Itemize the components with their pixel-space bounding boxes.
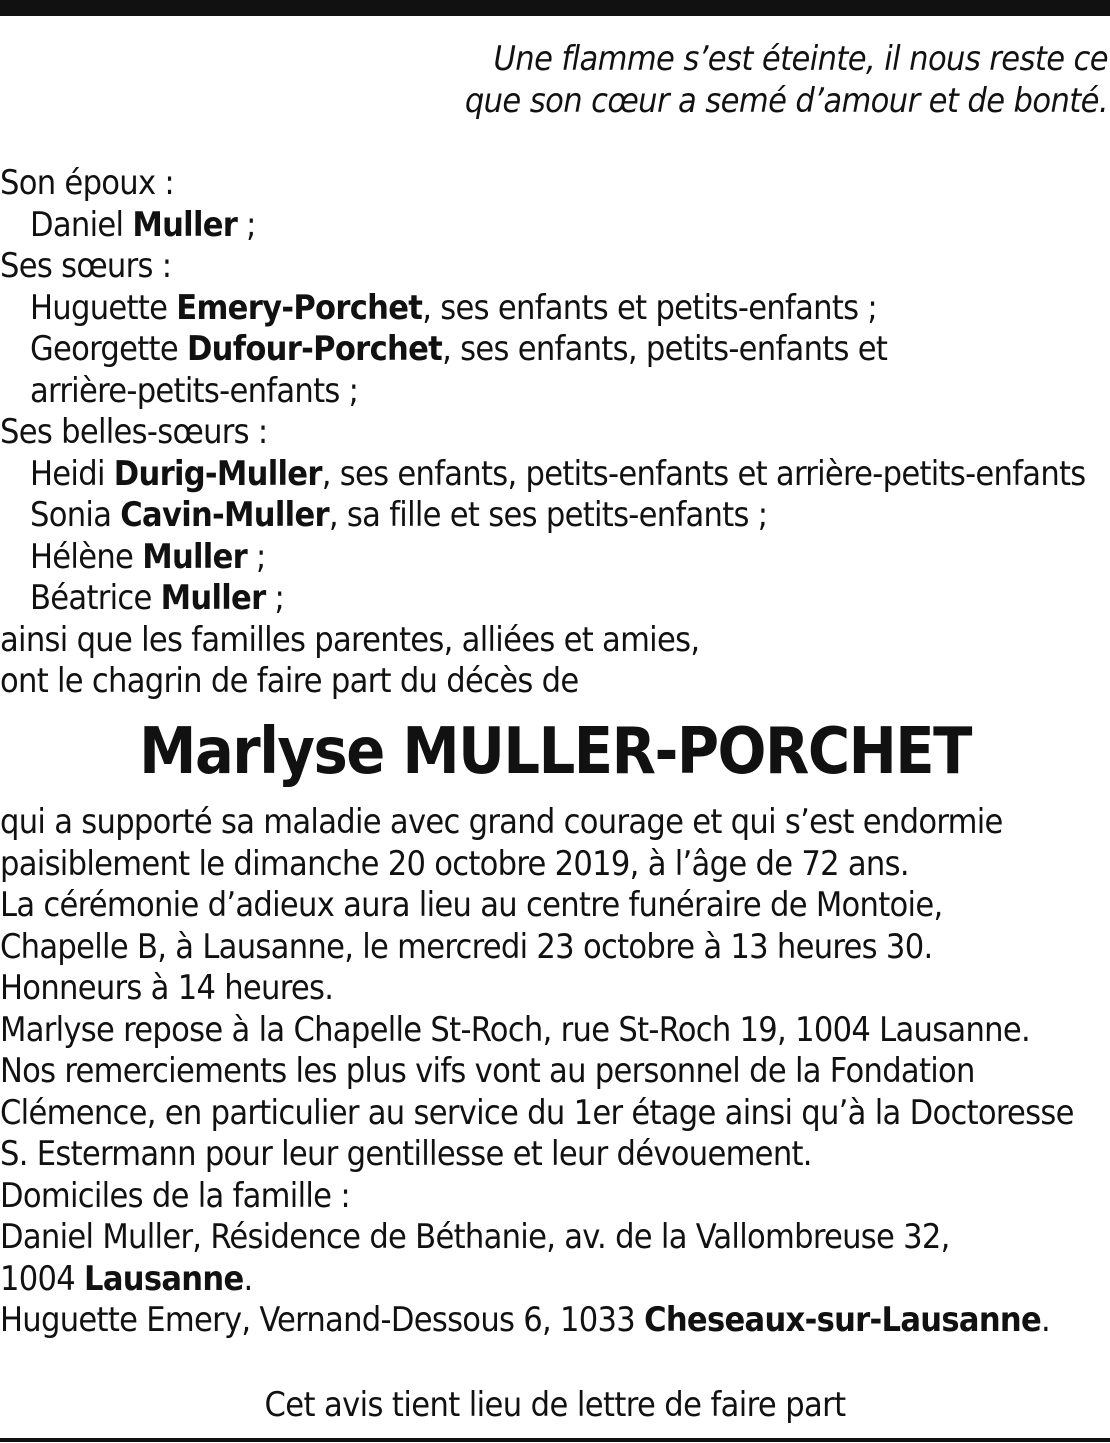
- body-line: Clémence, en particulier au service du 1er étage ainsi qu’à la Doctoresse: [0, 1092, 1074, 1133]
- surname: Emery-Porchet: [176, 287, 423, 328]
- body-line: S. Estermann pour leur gentillesse et leur dévouement.: [0, 1134, 812, 1174]
- surname: Dufour-Porchet: [186, 329, 443, 369]
- surname: Cavin-Muller: [120, 495, 329, 535]
- first-name: Heidi: [30, 453, 114, 494]
- address-city: Lausanne: [84, 1258, 244, 1299]
- sister-entry: [0, 329, 1110, 371]
- first-name: Hélène: [30, 536, 143, 577]
- entry-rest: ;: [247, 536, 266, 577]
- body-line: Marlyse repose à la Chapelle St-Roch, rue St-Roch 19, 1004 Lausanne.: [0, 1009, 1030, 1050]
- address-line: [0, 1300, 1110, 1342]
- first-name: Huguette: [30, 287, 177, 328]
- epigraph-line: que son cœur a semé d’amour et de bonté.: [464, 81, 1108, 121]
- bottom-rule: [0, 1438, 1110, 1442]
- entry-rest: , sa fille et ses petits-enfants ;: [328, 495, 768, 535]
- sister-in-law-entry: [0, 454, 1110, 496]
- address-text: Huguette Emery, Vernand-Dessous 6, 1033: [0, 1300, 645, 1340]
- body-line: qui a supporté sa maladie avec grand courage et qui s’est endormie: [0, 802, 1003, 842]
- surname: Muller: [142, 536, 248, 577]
- epigraph: [465, 38, 1108, 122]
- deceased-name: Marlyse MULLER-PORCHET: [139, 715, 971, 789]
- family-list: [0, 163, 1110, 703]
- surname: Muller: [160, 578, 266, 618]
- body-line: Domiciles de la famille :: [0, 1175, 350, 1216]
- spouse-entry: [0, 205, 1110, 247]
- body-line: Nos remerciements les plus vifs vont au personnel de la Fondation: [0, 1051, 975, 1091]
- address-punct: .: [243, 1258, 253, 1299]
- sister-entry-continuation: arrière-petits-enfants ;: [30, 370, 359, 411]
- sisters-heading: Ses sœurs :: [0, 246, 172, 286]
- closing-line: ont le chagrin de faire part du décès de: [0, 661, 579, 701]
- first-name: Béatrice: [30, 578, 161, 618]
- spouse-heading: Son époux :: [0, 163, 175, 203]
- entry-rest: , ses enfants, petits-enfants et arrière-petits-enfants: [321, 453, 1086, 494]
- sister-in-law-entry: [0, 537, 1110, 579]
- address-text: 1004: [0, 1258, 85, 1299]
- first-name: Daniel: [30, 204, 133, 245]
- entry-rest: ;: [237, 204, 256, 245]
- body-line: Chapelle B, à Lausanne, le mercredi 23 octobre à 13 heures 30.: [0, 926, 933, 967]
- sister-in-law-entry: [0, 495, 1110, 537]
- footer-note: Cet avis tient lieu de lettre de faire part: [264, 1385, 846, 1425]
- body-line: paisiblement le dimanche 20 octobre 2019, à l’âge de 72 ans.: [0, 843, 909, 884]
- entry-rest: ;: [265, 578, 285, 618]
- first-name: Georgette: [30, 329, 187, 369]
- body-line: Honneurs à 14 heures.: [0, 968, 334, 1008]
- sister-entry: [0, 288, 1110, 330]
- notice-body: [0, 802, 1110, 1342]
- body-line: La cérémonie d’adieux aura lieu au centre funéraire de Montoie,: [0, 885, 943, 925]
- closing-line: ainsi que les familles parentes, alliées et amies,: [0, 619, 700, 660]
- body-line: Daniel Muller, Résidence de Béthanie, av. de la Vallombreuse 32,: [0, 1217, 950, 1257]
- surname: Muller: [132, 204, 238, 245]
- entry-rest: , ses enfants, petits-enfants et: [442, 329, 888, 369]
- first-name: Sonia: [30, 495, 121, 535]
- sisters-in-law-heading: Ses belles-sœurs :: [0, 412, 268, 452]
- epigraph-line: Une flamme s’est éteinte, il nous reste ce: [493, 39, 1108, 79]
- address-punct: .: [1041, 1300, 1051, 1340]
- address-city: Cheseaux-sur-Lausanne: [644, 1300, 1042, 1340]
- entry-rest: , ses enfants et petits-enfants ;: [422, 287, 877, 328]
- sister-in-law-entry: [0, 578, 1110, 620]
- top-rule: [0, 0, 1110, 16]
- address-line: [0, 1259, 1110, 1301]
- surname: Durig-Muller: [113, 453, 322, 494]
